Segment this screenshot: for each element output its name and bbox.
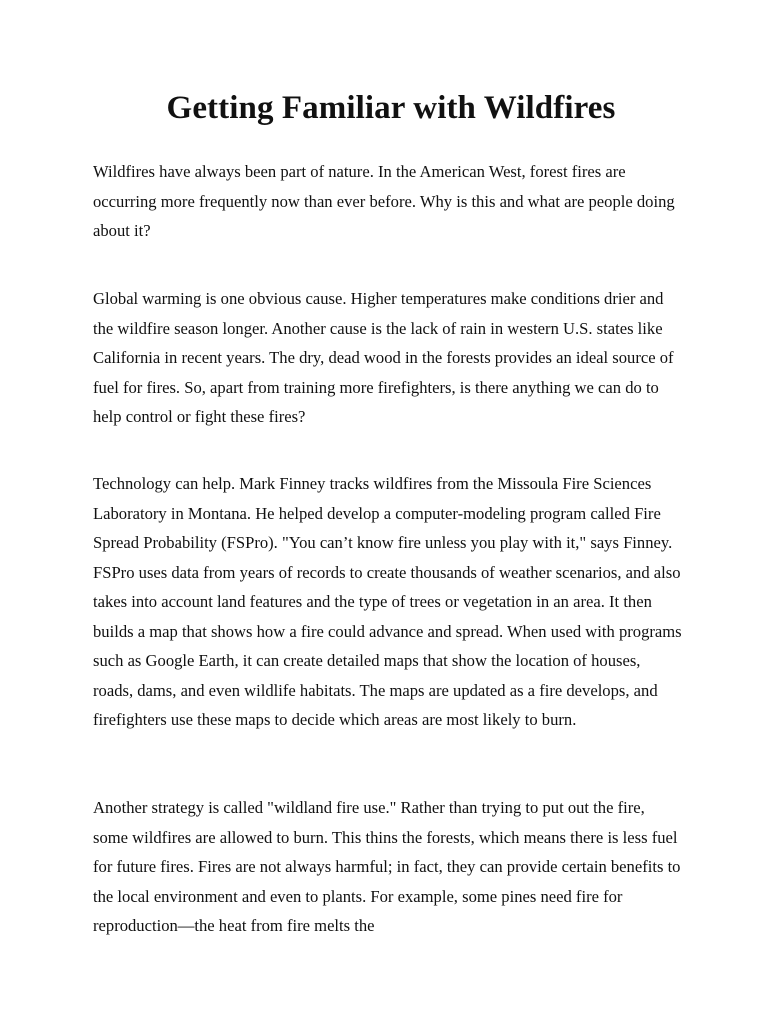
paragraph-technology: Technology can help. Mark Finney tracks wildfires from the Missoula Fire Sciences Laboratory in Montana. He helped develop a computer-modeling program called Fire Spread Probability (FSPro). "You can’t know fire unless you play with it," says Finney. FSPro uses data from years of records to create thousands of weather scenarios, and also takes into account land features and the type of trees or vegetation in an area. It then builds a map that shows how a fire could advance and spread. When used with programs such as Google Earth, it can create detailed maps that show the location of houses, roads, dams, and even wildlife habitats. The maps are updated as a fire develops, and firefighters use these maps to decide which areas are most likely to burn. [93, 474, 682, 729]
paragraph-intro: Wildfires have always been part of nature. In the American West, forest fires are occurring more frequently now than ever before. Why is this and what are people doing about it? [93, 162, 675, 240]
page-title: Getting Familiar with Wildfires [166, 90, 616, 126]
paragraph-causes: Global warming is one obvious cause. Higher temperatures make conditions drier and the wildfire season longer. Another cause is the lack of rain in western U.S. states like California in recent years. The dry, dead wood in the forests provides an ideal source of fuel for fires. So, apart from training more firefighters, is there anything we can do to help control or fight these fires? [93, 289, 674, 426]
paragraph-wildland-fire-use: Another strategy is called "wildland fire use." Rather than trying to put out the fire, some wildfires are allowed to burn. This thins the forests, which means there is less fuel for future fires. Fires are not always harmful; in fact, they can provide certain benefits to the local environment and even to plants. For example, some pines need fire for reproduction—the heat from fire melts the [93, 798, 681, 935]
